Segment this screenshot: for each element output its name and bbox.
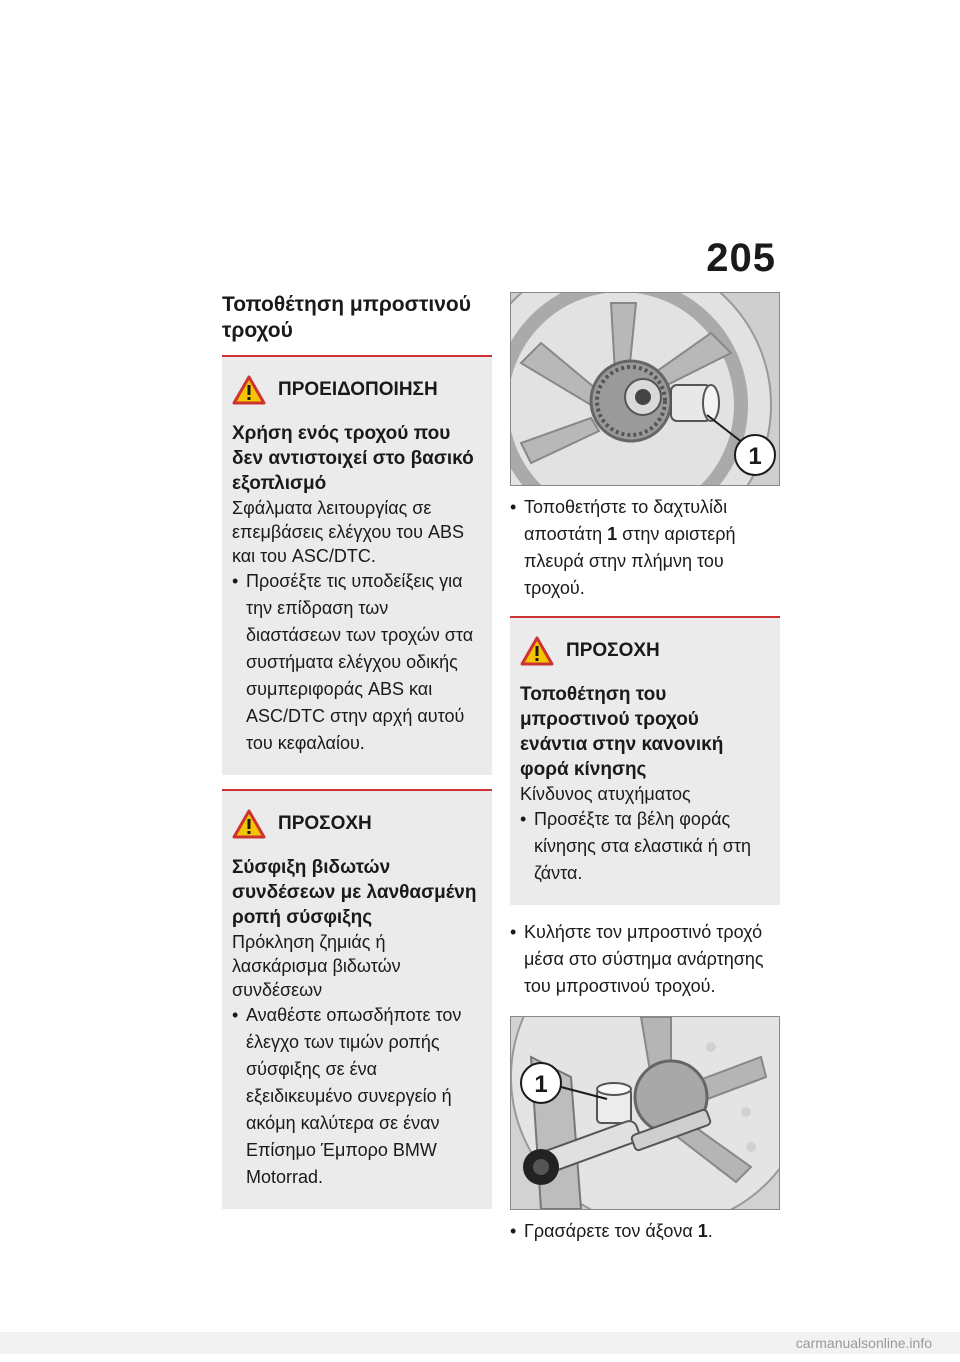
warning-bullet: [232, 568, 478, 757]
bullet-dot: •: [232, 571, 239, 591]
callout-number: 1: [748, 443, 762, 470]
reference-number: 1: [697, 1221, 708, 1241]
footer-bar: [0, 1332, 960, 1354]
wheel-hub-illustration: [511, 293, 779, 485]
caution-label: ΠΡΟΣΟΧΗ: [566, 640, 660, 661]
warning-box: [222, 357, 492, 775]
bullet-dot: •: [520, 809, 527, 829]
caution-header: [232, 809, 478, 839]
step-text: Τοποθετήστε το δαχτυλίδι αποστάτη 1 στην αριστερή πλευρά στην πλήμνη του τροχού.: [524, 497, 736, 598]
warning-triangle-icon: [232, 375, 266, 405]
step-install-spacer: [510, 494, 780, 602]
axle-illustration: [511, 1017, 779, 1209]
step-text: Γρασάρετε τον άξονα 1.: [524, 1221, 713, 1241]
photo-axle-grease: [510, 1016, 780, 1210]
caution-text: Πρόκληση ζημιάς ή λασκάρισμα βιδωτών συνδέσεων: [232, 932, 401, 1000]
bullet-text: Προσέξτε τα βέλη φοράς κίνησης στα ελαστικά ή στη ζάντα.: [534, 809, 751, 883]
section-title: Τοποθέτηση μπροστινού τροχού: [222, 292, 492, 357]
page-number: 205: [706, 236, 776, 280]
footer-watermark: carmanualsonline.info: [795, 1335, 932, 1351]
warning-title: Χρήση ενός τροχού που δεν αντιστοιχεί στο βασικό εξοπλισμό: [232, 423, 474, 494]
left-column: [222, 292, 492, 1209]
bullet-dot: •: [510, 497, 517, 517]
photo-spacer-ring: [510, 292, 780, 486]
caution-bullet: [232, 1002, 478, 1191]
caution-header: [520, 636, 766, 666]
caution-box: [222, 789, 492, 1209]
warning-label: ΠΡΟΕΙΔΟΠΟΙΗΣΗ: [278, 379, 438, 400]
caution-title: Σύσφιξη βιδωτών συνδέσεων με λανθασμένη ροπή σύσφιξης: [232, 857, 477, 928]
caution-text: Κίνδυνος ατυχήματος: [520, 784, 691, 804]
bullet-text: Προσέξτε τις υποδείξεις για την επίδραση των διαστάσεων των τροχών στα συστήματα ελέγχου οδικής συμπεριφοράς ABS και ASC/DTC στην αρχή αυτού του κεφαλαίου.: [246, 571, 474, 753]
caution-label: ΠΡΟΣΟΧΗ: [278, 813, 372, 834]
step-text: Κυλήστε τον μπροστινό τροχό μέσα στο σύστημα ανάρτησης του μπροστινού τροχού.: [524, 922, 764, 996]
bullet-dot: •: [510, 922, 517, 942]
callout-number: 1: [534, 1071, 548, 1098]
step-roll-wheel: [510, 919, 780, 1000]
warning-header: [232, 375, 478, 405]
right-column: [510, 292, 780, 1259]
warning-text: Σφάλματα λειτουργίας σε επεμβάσεις ελέγχου του ABS και του ASC/DTC.: [232, 498, 465, 566]
caution-title: Τοποθέτηση του μπροστινού τροχού ενάντια στην κανονική φορά κίνησης: [520, 684, 724, 780]
reference-number: 1: [607, 524, 618, 544]
direction-caution-box: [510, 616, 780, 905]
step-grease-axle: [510, 1218, 780, 1245]
caution-triangle-icon: [520, 636, 554, 666]
bullet-dot: •: [232, 1005, 239, 1025]
bullet-dot: •: [510, 1221, 517, 1241]
bullet-text: Αναθέστε οπωσδήποτε τον έλεγχο των τιμών ροπής σύσφιξης σε ένα εξειδικευμένο συνεργείο ή ακόμη καλύτερα σε έναν Επίσημο Έμπορο BMW Motorrad.: [246, 1005, 462, 1187]
caution-bullet: [520, 806, 766, 887]
caution-triangle-icon: [232, 809, 266, 839]
